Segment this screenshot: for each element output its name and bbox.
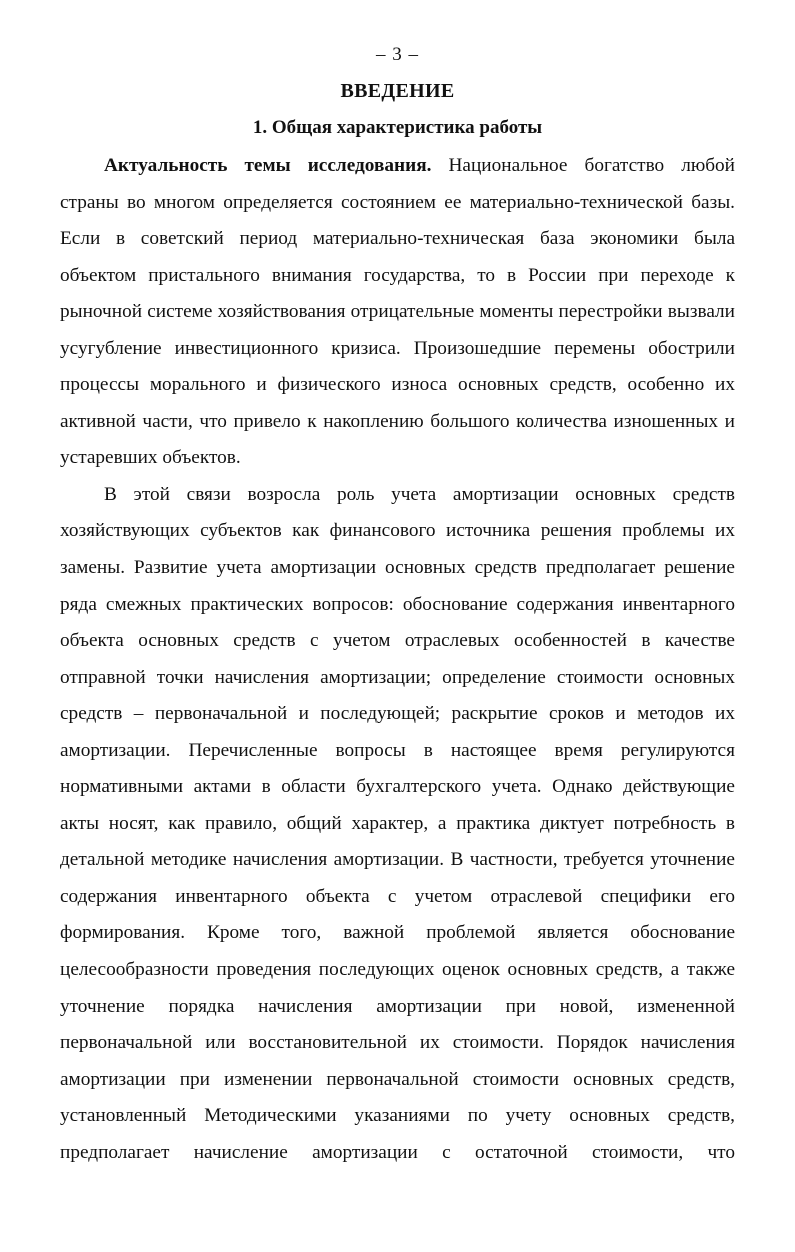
- paragraph-lead: Актуальность темы исследования.: [104, 155, 432, 176]
- section-title: ВВЕДЕНИЕ: [340, 80, 455, 102]
- paragraph-2: [60, 477, 735, 1171]
- page-number: – 3 –: [376, 44, 419, 65]
- paragraph-text: В этой связи возросла роль учета амортизации основных средств хозяйствующих субъектов как финансового источника решения проблемы их замены. Развитие учета амортизации основных средств предполагает решение ряда смежных практических вопросов: обоснование содержания инвентарного объекта основных средств с учетом отраслевых особенностей в качестве отправной точки начисления амортизации; определение стоимости основных средств – первоначальной и последующей; раскрытие сроков и методов их амортизации. Перечисленные вопросы в настоящее время регулируются нормативными актами в области бухгалтерского учета. Однако действующие акты носят, как правило, общий характер, а практика диктует потребность в детальной методике начисления амортизации. В частности, требуется уточнение содержания инвентарного объекта с учетом отраслевой специфики его формирования. Кроме того, важной проблемой является обоснование целесообразности проведения последующих оценок основных средств, а также уточнение порядка начисления амортизации при новой, измененной первоначальной или восстановительной их стоимости. Порядок начисления амортизации при изменении первоначальной стоимости основных средств, установленный Методическими указаниями по учету основных средств, предполагает начисление амортизации с остаточной стоимости, что: [60, 483, 735, 1163]
- paragraph-1: [60, 148, 735, 477]
- subsection-title: 1. Общая характеристика работы: [252, 117, 543, 138]
- document-body: [60, 148, 735, 1171]
- paragraph-text: Национальное богатство любой страны во многом определяется состоянием ее материально-технической базы. Если в советский период материально-техническая база экономики была объектом пристального внимания государства, то в России при переходе к рыночной системе хозяйствования отрицательные моменты перестройки вызвали усугубление инвестиционного кризиса. Произошедшие перемены обострили процессы морального и физического износа основных средств, особенно их активной части, что привело к накоплению большого количества изношенных и устаревших объектов.: [60, 155, 735, 469]
